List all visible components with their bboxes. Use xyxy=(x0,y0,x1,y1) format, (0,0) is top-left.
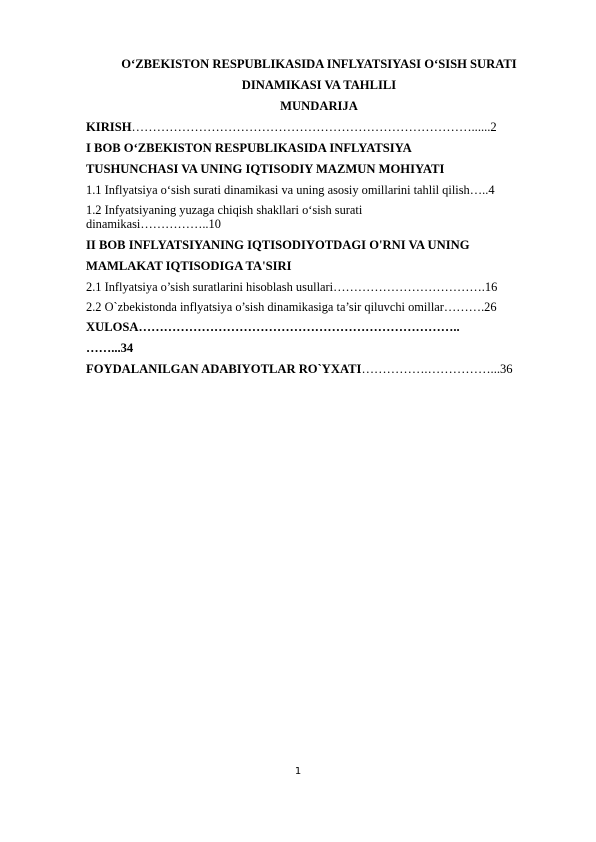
toc-chapter-1-line-1[interactable]: I BOB O‘ZBEKISTON RESPUBLIKASIDA INFLYATSIYA xyxy=(86,141,412,155)
toc-leader-dots: ….. xyxy=(469,183,489,197)
toc-leader-dots: …………….. xyxy=(140,217,209,231)
document-content xyxy=(86,54,552,380)
toc-entry-label: dinamikasi xyxy=(86,217,141,231)
toc-entry-label: KIRISH xyxy=(86,120,132,134)
toc-entry-section-2-1[interactable] xyxy=(86,277,552,297)
document-title-line-1: O‘ZBEKISTON RESPUBLIKASIDA INFLYATSIYASI O‘SISH SURATI xyxy=(121,57,517,71)
toc-leader-dots: ………. xyxy=(443,300,485,314)
toc-page-number: 4 xyxy=(488,183,495,197)
toc-page-number: 26 xyxy=(484,300,497,314)
toc-leader-dots: ………………………………. xyxy=(333,280,485,294)
page-number: 1 xyxy=(294,766,302,777)
contents-heading: MUNDARIJA xyxy=(280,99,358,113)
toc-entry-section-1-2-line-2[interactable] xyxy=(86,217,552,231)
toc-entry-label: 2.2 O`zbekistonda inflyatsiya o’sish dinamikasiga ta’sir qiluvchi omillar xyxy=(86,300,444,314)
toc-page-number: 36 xyxy=(499,362,513,376)
toc-chapter-2-line-1[interactable]: II BOB INFLYATSIYANING IQTISODIYOTDAGI O'RNI VA UNING xyxy=(86,238,470,252)
toc-page-number: 16 xyxy=(484,280,498,294)
toc-leader-dots: …………….……………... xyxy=(361,362,500,376)
document-title-line-2: DINAMIKASI VA TAHLILI xyxy=(241,78,397,92)
toc-chapter-1-line-2[interactable]: TUSHUNCHASI VA UNING IQTISODIY MAZMUN MOHIYATI xyxy=(86,162,445,176)
toc-entry-section-1-2-line-1[interactable]: 1.2 Infyatsiyaning yuzaga chiqish shakllari o‘sish surati xyxy=(86,203,363,217)
toc-entry-intro[interactable] xyxy=(86,117,552,138)
toc-entry-section-1-1[interactable] xyxy=(86,180,552,200)
toc-entry-section-2-2[interactable] xyxy=(86,297,552,317)
toc-page-number: 2 xyxy=(490,120,497,134)
toc-page-number: 10 xyxy=(208,217,221,231)
toc-entry-references[interactable] xyxy=(86,359,552,380)
toc-entry-conclusion-line-1[interactable]: XULOSA………………………………………………………………….. xyxy=(86,320,460,334)
toc-entry-label: 2.1 Inflyatsiya o’sish suratlarini hisoblash usullari xyxy=(86,280,334,294)
toc-chapter-2-line-2[interactable]: MAMLAKAT IQTISODIGA TA'SIRI xyxy=(86,259,292,273)
toc-entry-label: FOYDALANILGAN ADABIYOTLAR RO`YXATI xyxy=(86,362,362,376)
toc-entry-conclusion-line-2[interactable]: ……...34 xyxy=(86,341,134,355)
toc-leader-dots: ………………………………………………………………………...... xyxy=(131,120,491,134)
toc-entry-label: 1.1 Inflyatsiya o‘sish surati dinamikasi va uning asosiy omillarini tahlil qilish xyxy=(86,183,470,197)
